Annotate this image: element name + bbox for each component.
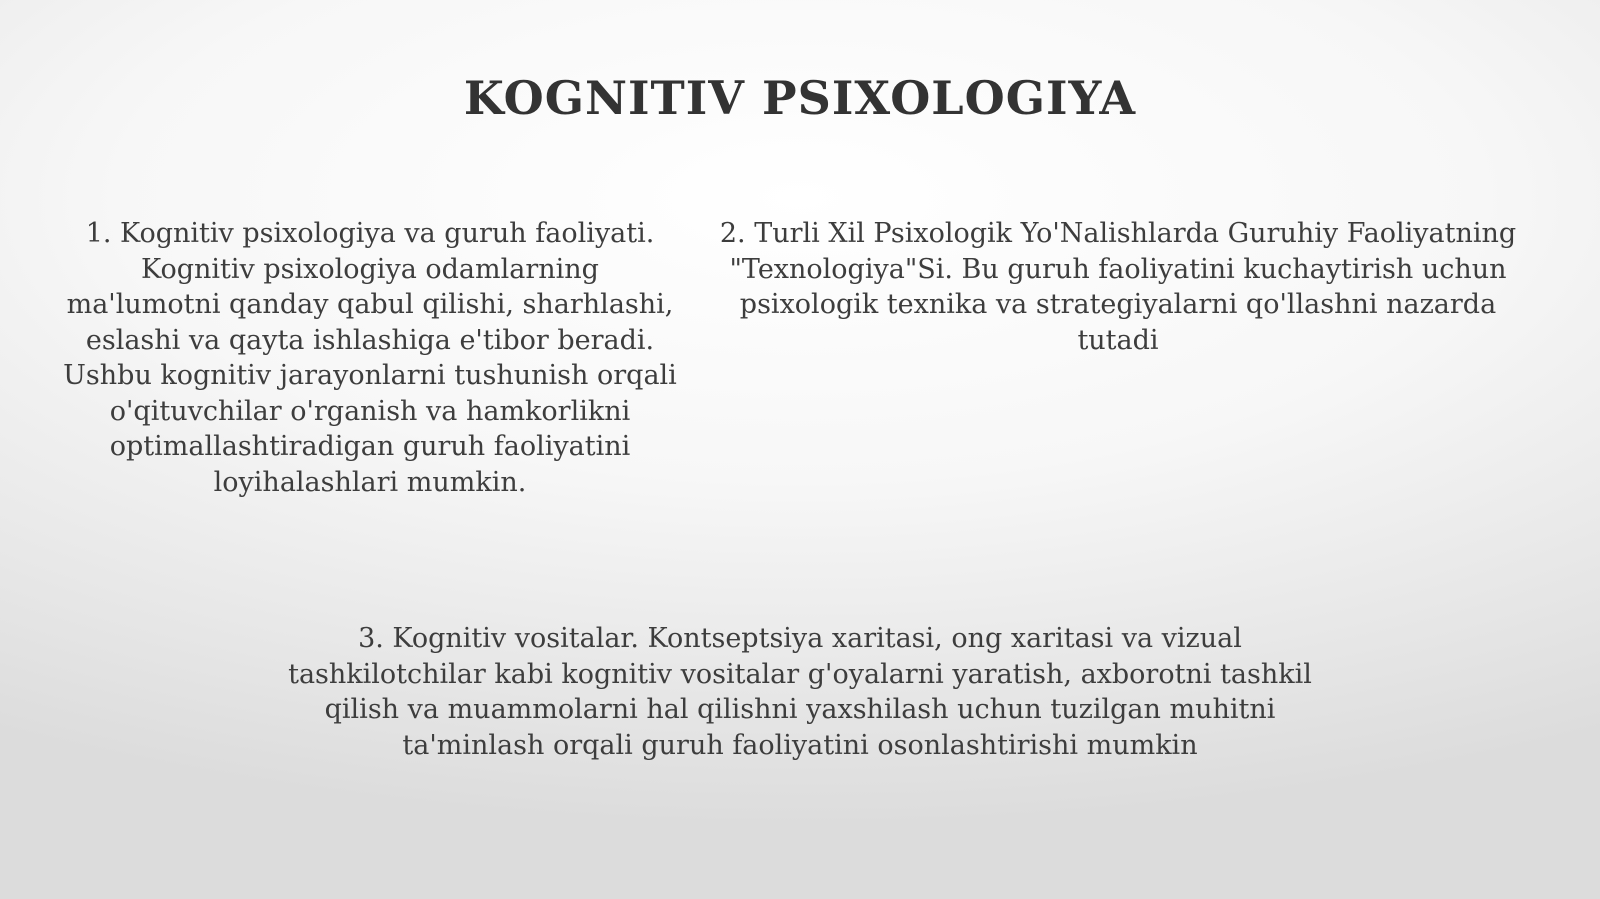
slide-title: KOGNITIV PSIXOLOGIYA: [463, 71, 1137, 125]
text-block-cognitive-tools: 3. Kognitiv vositalar. Kontseptsiya xaritasi, ong xaritasi va vizual tashkilotchilar kabi kognitiv vositalar g'oyalarni yaratish, axborotni tashkil qilish va muammolarni hal qilishni yaxshilash uchun tuzilgan muhitni ta'minlash orqali guruh faoliyatini osonlashtirishi mumkin: [288, 623, 1312, 761]
text-block-group-activity-technology: 2. Turli Xil Psixologik Yo'Nalishlarda Guruhiy Faoliyatning "Texnologiya"Si. Bu guruh faoliyatini kuchaytirish uchun psixologik texnika va strategiyalarni qo'llashni nazarda tutadi: [719, 218, 1517, 356]
text-block-cognitive-psychology: 1. Kognitiv psixologiya va guruh faoliyati. Kognitiv psixologiya odamlarning ma'lumotni qanday qabul qilishi, sharhlashi, eslashi va qayta ishlashiga e'tibor beradi. Ushbu kognitiv jarayonlarni tushunish orqali o'qituvchilar o'rganish va hamkorlikni optimallashtiradigan guruh faoliyatini loyihalashlari mumkin.: [63, 218, 677, 498]
